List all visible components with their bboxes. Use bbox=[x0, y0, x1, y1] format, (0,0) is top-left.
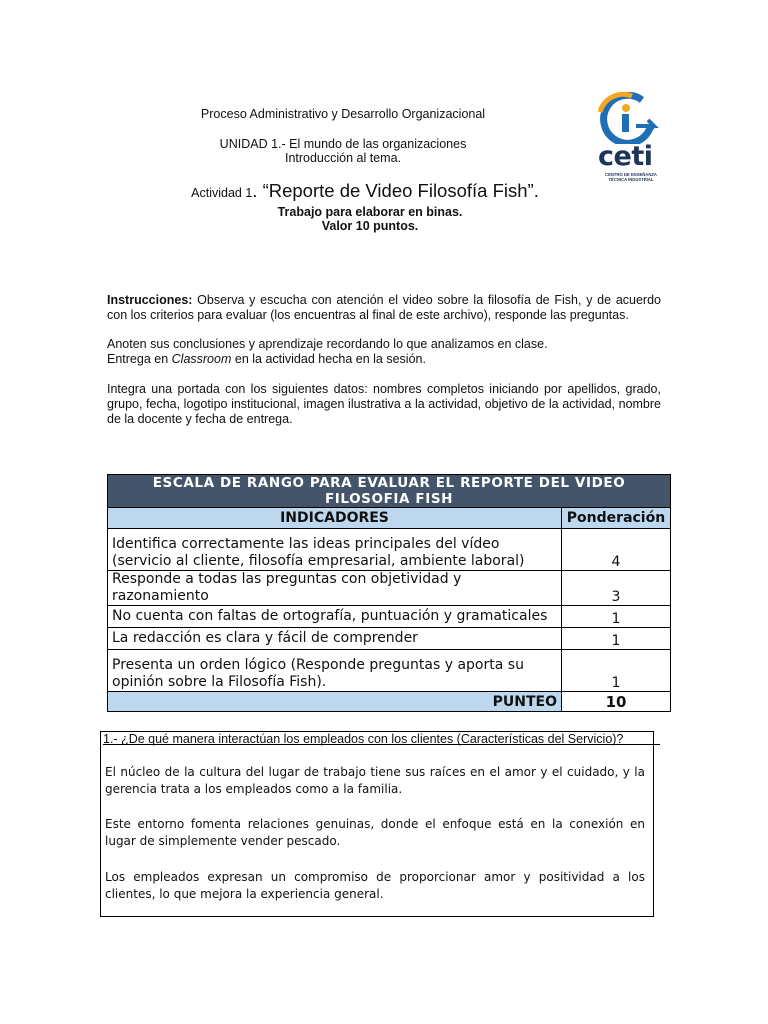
notes-paragraph bbox=[107, 337, 661, 367]
activity-title bbox=[120, 180, 610, 202]
indicator-cell: Responde a todas las preguntas con objetividad y razonamiento bbox=[108, 571, 562, 606]
question-divider bbox=[103, 744, 660, 745]
ceti-logo-icon bbox=[592, 92, 664, 144]
rubric-table bbox=[107, 474, 671, 712]
answer-paragraph: Este entorno fomenta relaciones genuinas, donde el enfoque está en la conexión en lugar de simplemente vender pescado. bbox=[105, 817, 645, 848]
answer-paragraph: El núcleo de la cultura del lugar de trabajo tiene sus raíces en el amor y el cuidado, y la gerencia trata a los empleados como a la familia. bbox=[105, 765, 645, 796]
table-row bbox=[108, 571, 671, 606]
answer-paragraph: Los empleados expresan un compromiso de proporcionar amor y positividad a los clientes, lo que mejora la experiencia general. bbox=[105, 870, 645, 901]
indicator-cell: Presenta un orden lógico (Responde preguntas y aporta su opinión sobre la Filosofía Fish). bbox=[108, 650, 562, 692]
weight-cell: 1 bbox=[562, 628, 671, 650]
delivery-line: Entrega en Classroom en la actividad hecha en la sesión. bbox=[107, 352, 426, 366]
course-name: Proceso Administrativo y Desarrollo Organizacional bbox=[200, 107, 486, 121]
col-indicators: INDICADORES bbox=[108, 508, 562, 529]
logo-wordmark: ceti bbox=[598, 141, 653, 172]
activity-value: Valor 10 puntos. bbox=[321, 219, 419, 233]
weight-cell: 1 bbox=[562, 606, 671, 628]
table-row bbox=[108, 628, 671, 650]
table-row bbox=[108, 606, 671, 628]
indicator-cell: Identifica correctamente las ideas principales del vídeo (servicio al cliente, filosofía empresarial, ambiente laboral) bbox=[108, 529, 562, 571]
rubric-title-row bbox=[108, 475, 671, 508]
rubric-header-row bbox=[108, 508, 671, 529]
activity-prefix: Actividad 1 bbox=[191, 186, 253, 200]
notes-line: Anoten sus conclusiones y aprendizaje recordando lo que analizamos en clase. bbox=[107, 337, 548, 351]
unit-title: UNIDAD 1.- El mundo de las organizaciones bbox=[219, 137, 467, 151]
instructions-label: Instrucciones: bbox=[107, 293, 193, 307]
total-row bbox=[108, 692, 671, 712]
table-row bbox=[108, 650, 671, 692]
weight-cell: 1 bbox=[562, 650, 671, 692]
intro-label: Introducción al tema. bbox=[284, 151, 402, 165]
cover-instructions: Integra una portada con los siguientes datos: nombres completos iniciando por apellidos, grado, grupo, fecha, logotipo institucional, imagen ilustrativa a la actividad, objetivo de la actividad, nombre de la docente y fecha de entrega. bbox=[107, 382, 661, 426]
rubric-title: ESCALA DE RANGO PARA EVALUAR EL REPORTE DEL VIDEO FILOSOFIA FISH bbox=[108, 475, 671, 508]
total-value: 10 bbox=[562, 692, 671, 712]
classroom-link-text: Classroom bbox=[171, 352, 232, 366]
ceti-logo bbox=[592, 92, 664, 188]
instructions-paragraph bbox=[107, 293, 661, 323]
question-1: 1.- ¿De qué manera interactúan los empleados con los clientes (Características del Servicio)? bbox=[103, 732, 624, 746]
indicator-cell: No cuenta con faltas de ortografía, puntuación y gramaticales bbox=[108, 606, 562, 628]
activity-name: . “Reporte de Video Filosofía Fish”. bbox=[252, 180, 539, 201]
weight-cell: 3 bbox=[562, 571, 671, 606]
instructions-text: Observa y escucha con atención el video sobre la filosofía de Fish, y de acuerdo con los criterios para evaluar (los encuentras al final de este archivo), responde las preguntas. bbox=[107, 293, 661, 322]
indicator-cell: La redacción es clara y fácil de comprender bbox=[108, 628, 562, 650]
total-label: PUNTEO bbox=[108, 692, 562, 712]
table-row bbox=[108, 529, 671, 571]
work-mode: Trabajo para elaborar en binas. bbox=[277, 205, 463, 219]
logo-subtitle: CENTRO DE ENSEÑANZA TÉCNICA INDUSTRIAL bbox=[605, 172, 657, 182]
col-weight: Ponderación bbox=[562, 508, 671, 529]
weight-cell: 4 bbox=[562, 529, 671, 571]
